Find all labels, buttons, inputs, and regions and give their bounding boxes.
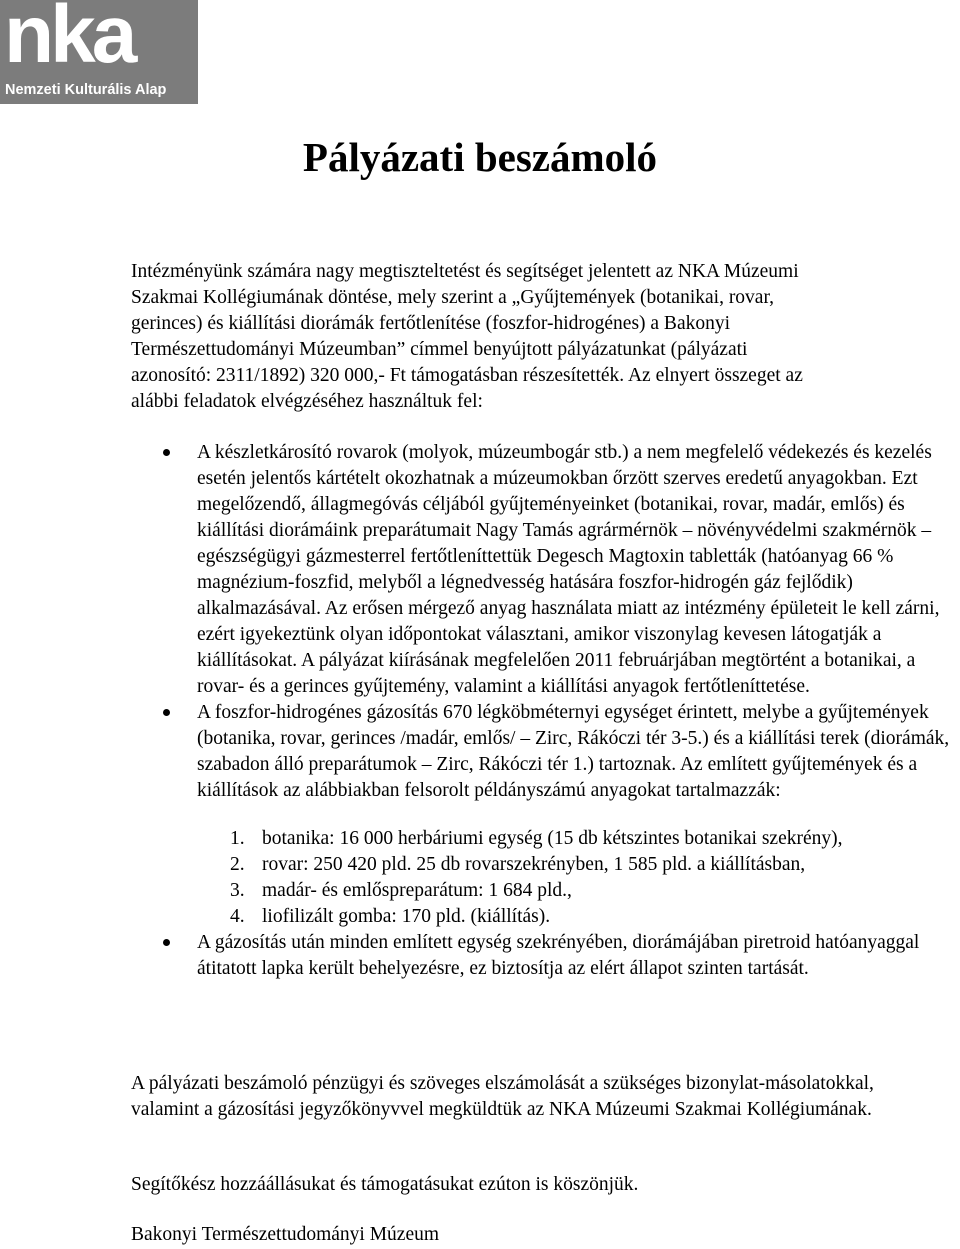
- intro-paragraph: Intézményünk számára nagy megtiszteltetést és segítséget jelentett az NKA Múzeumi Szakmai Kollégiumának döntése, mely szerint a „Gyűjtemények (botanikai, rovar, gerinces) és kiállítási diorámák fertőtlenítése (foszfor-hidrogénes) a Bakonyi Természettudományi Múzeumban” címmel benyújtott pályázatunkat (pályázati azonosító: 2311/1892) 320 000,- Ft támogatásban részesítették. Az elnyert összeget az alábbi feladatok elvégzéséhez használtuk fel:: [131, 261, 803, 412]
- nka-logo: [0, 0, 198, 104]
- bullet-text: A készletkárosító rovarok (molyok, múzeumbogár stb.) a nem megfelelő védekezés és kezelés esetén jelentős kártételt okozhatnak a múzeumokban őrzött szerves eredetű anyagokban. Ezt megelőzendő, állagmegóvás céljából gyűjteményeinket (botanikai, rovar, madár, emlős) és kiállítási diorámáink preparátumait Nagy Tamás agrármérnök – növényvédelmi szakmérnök – egészségügyi gázmesterrel fertőtleníttettük Degesch Magtoxin tabletták (hatóanyag 66 % magnézium-foszfid, melyből a légnedvesség hatására foszfor-hidrogén gáz fejlődik) alkalmazásával. Az erősen mérgező anyag használata miatt az intézmény épületeit le kell zárni, ezért igyekeztünk olyan időpontokat választani, amikor viszonylag kevesen látogatják a kiállításokat. A pályázat kiírásának megfelelően 2011 februárjában megtörtént a botanikai, a rovar- és a gerinces gyűjtemény, valamint a kiállítási anyagok fertőtleníttetése.: [197, 442, 940, 697]
- item-text: botanika: 16 000 herbáriumi egység (15 db kétszintes botanikai szekrény),: [262, 828, 843, 849]
- numbered-item: [197, 826, 960, 852]
- bullet-text: A gázosítás után minden említett egység szekrényében, diorámájában piretroid hatóanyaggal átitatott lapka került behelyezésre, ez biztosítja az elért állapot szinten tartását.: [197, 932, 920, 979]
- bullet-icon: [163, 449, 170, 456]
- logo-mark: nka: [4, 0, 134, 80]
- bullet-icon: [163, 939, 170, 946]
- numbered-item: [197, 904, 960, 930]
- item-text: rovar: 250 420 pld. 25 db rovarszekrényben, 1 585 pld. a kiállításban,: [262, 854, 806, 875]
- item-text: liofilizált gomba: 170 pld. (kiállítás).: [262, 906, 551, 927]
- item-number: 4.: [230, 906, 245, 927]
- item-number: 2.: [230, 854, 245, 875]
- signature: Bakonyi Természettudományi Múzeum: [131, 1224, 440, 1245]
- task-list: [197, 440, 960, 982]
- page-title: Pályázati beszámoló: [302, 134, 658, 180]
- item-number: 3.: [230, 880, 245, 901]
- item-text: madár- és emlőspreparátum: 1 684 pld.,: [262, 880, 572, 901]
- thanks-paragraph: Segítőkész hozzáállásukat és támogatásukat ezúton is köszönjük.: [131, 1174, 639, 1195]
- list-item: [197, 700, 960, 930]
- numbered-item: [197, 878, 960, 904]
- closing-paragraph: A pályázati beszámoló pénzügyi és szöveges elszámolását a szükséges bizonylat-másolatokkal, valamint a gázosítási jegyzőkönyvvel megküldtük az NKA Múzeumi Szakmai Kollégiumának.: [131, 1073, 874, 1120]
- item-number: 1.: [230, 828, 245, 849]
- numbered-list: [197, 826, 960, 930]
- logo-name: Nemzeti Kulturális Alap: [5, 82, 167, 98]
- bullet-text: A foszfor-hidrogénes gázosítás 670 légköbméternyi egységet érintett, melybe a gyűjtemények (botanika, rovar, gerinces /madár, emlős/ – Zirc, Rákóczi tér 3-5.) és a kiállítási terek (diorámák, szabadon álló preparátumok – Zirc, Rákóczi tér 1.) tartoznak. Az említett gyűjtemények és a kiállítások az alábbiakban felsorolt példányszámú anyagokat tartalmazzák:: [197, 702, 950, 801]
- list-item: [197, 930, 960, 982]
- list-item: [197, 440, 960, 700]
- bullet-icon: [163, 709, 170, 716]
- numbered-item: [197, 852, 960, 878]
